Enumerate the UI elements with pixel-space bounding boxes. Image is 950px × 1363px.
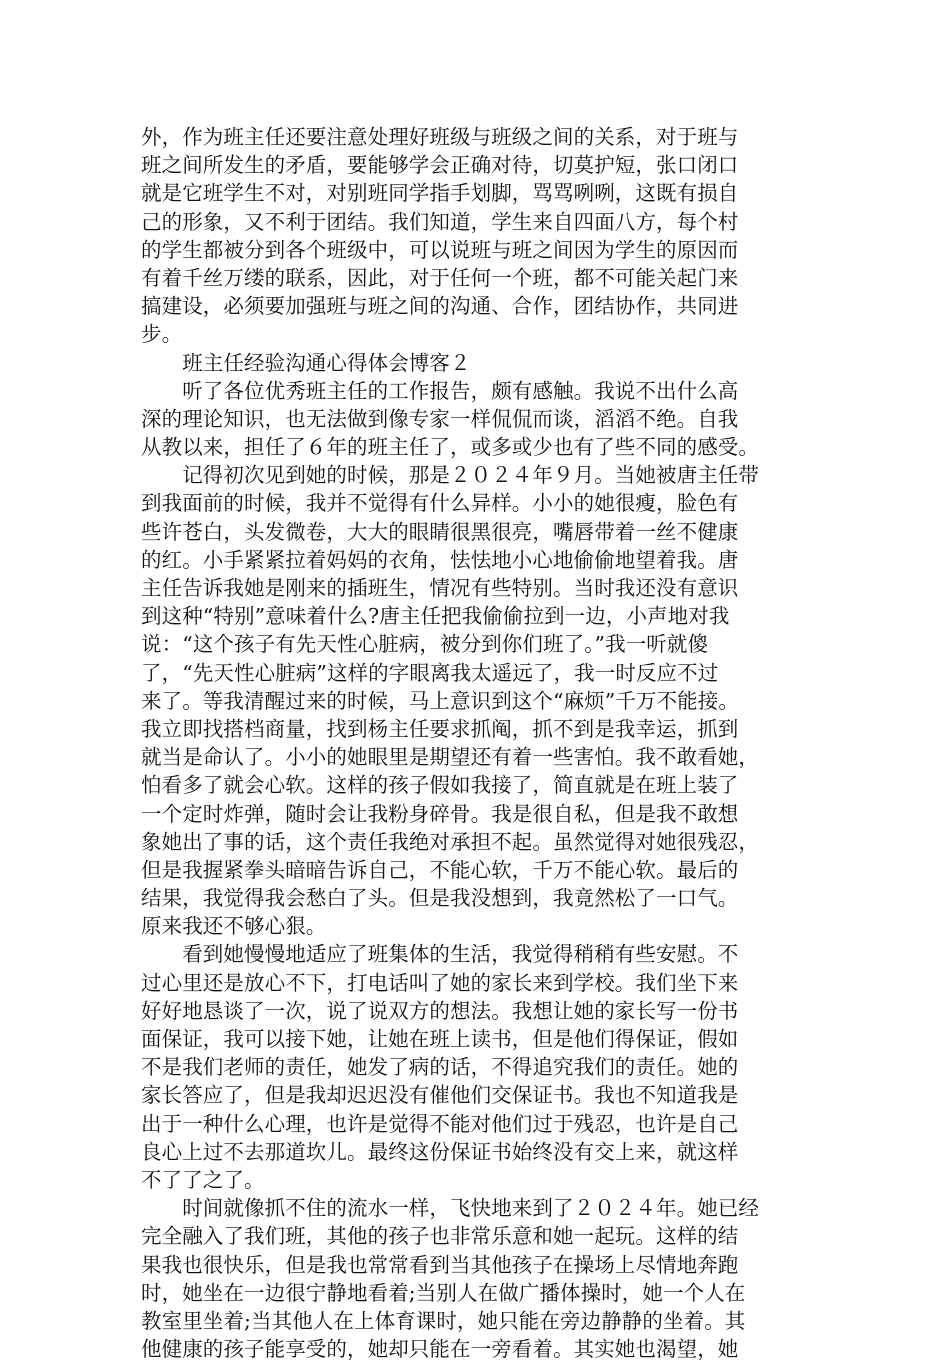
text-line: 的学生都被分到各个班级中，可以说班与班之间因为学生的原因而 (141, 237, 739, 262)
document-body (141, 123, 821, 1363)
text-line: 主任告诉我她是刚来的插班生，情况有些特别。当时我还没有意识 (141, 576, 739, 600)
text-line: 来了。等我清醒过来的时候，马上意识到这个“麻烦”千万不能接。 (141, 688, 739, 713)
text-line: 己的形象，又不利于团结。我们知道，学生来自四面八方，每个村 (141, 209, 739, 234)
text-line: 的红。小手紧紧拉着妈妈的衣角，怯怯地小心地偷偷地望着我。唐 (141, 547, 739, 572)
text-line: 不了了之了。 (141, 1167, 265, 1192)
text-line: 有着千丝万缕的联系，因此，对于任何一个班，都不可能关起门来 (141, 265, 739, 290)
text-line: 说：“这个孩子有先天性心脏病，被分到你们班了。”我一听就傻 (141, 632, 709, 657)
text-line: 就是它班学生不对，对别班同学指手划脚，骂骂咧咧，这既有损自 (141, 181, 739, 206)
text-line: 出于一种什么心理，也许是觉得不能对他们过于残忍，也许是自己 (141, 1111, 739, 1136)
text-line: 外，作为班主任还要注意处理好班级与班级之间的关系，对于班与 (141, 125, 739, 149)
text-line: 班主任经验沟通心得体会博客２ (141, 350, 471, 375)
text-line: 深的理论知识，也无法做到像专家一样侃侃而谈，滔滔不绝。自我 (141, 406, 739, 431)
text-line: 完全融入了我们班，其他的孩子也非常乐意和她一起玩。这样的结 (141, 1224, 739, 1249)
text-line: 不是我们老师的责任，她发了病的话，不得追究我们的责任。她的 (141, 1055, 739, 1080)
text-line: 怕看多了就会心软。这样的孩子假如我接了，简直就是在班上装了 (141, 773, 739, 798)
text-line: 到这种“特别”意味着什么?唐主任把我偷偷拉到一边，小声地对我 (141, 604, 730, 629)
text-line: 听了各位优秀班主任的工作报告，颇有感触。我说不出什么高 (141, 378, 739, 403)
text-line: 从教以来，担任了６年的班主任了，或多或少也有了些不同的感受。 (141, 435, 759, 460)
text-line: 就当是命认了。小小的她眼里是期望还有着一些害怕。我不敢看她， (141, 745, 759, 770)
text-line: 时间就像抓不住的流水一样，飞快地来到了２０２４年。她已经 (141, 1196, 759, 1221)
text-line: 时，她坐在一边很宁静地看着;当别人在做广播体操时，她一个人在 (141, 1280, 746, 1305)
text-line: 象她出了事的话，这个责任我绝对承担不起。虽然觉得对她很残忍， (141, 829, 759, 854)
text-line: 我立即找搭档商量，找到杨主任要求抓阄，抓不到是我幸运，抓到 (141, 716, 739, 741)
text-line: 果我也很快乐，但是我也常常看到当其他孩子在操场上尽情地奔跑 (141, 1252, 739, 1277)
text-line: 过心里还是放心不下，打电话叫了她的家长来到学校。我们坐下来 (141, 970, 739, 995)
text-line: 班之间所发生的矛盾，要能够学会正确对待，切莫护短，张口闭口 (141, 153, 739, 178)
text-line: 到我面前的时候，我并不觉得有什么异样。小小的她很瘦，脸色有 (141, 491, 739, 516)
text-line: 结果，我觉得我会愁白了头。但是我没想到，我竟然松了一口气。 (141, 886, 739, 911)
text-line: 原来我还不够心狠。 (141, 914, 327, 939)
text-line: 一个定时炸弹，随时会让我粉身碎骨。我是很自私，但是我不敢想 (141, 801, 739, 826)
text-line: 搞建设，必须要加强班与班之间的沟通、合作，团结协作，共同进 (141, 294, 739, 319)
text-line: 他健康的孩子能享受的，她却只能在一旁看着。其实她也渴望，她 (141, 1337, 739, 1362)
text-line: 但是我握紧拳头暗暗告诉自己，不能心软，千万不能心软。最后的 (141, 857, 739, 882)
text-line: 了，“先天性心脏病”这样的字眼离我太遥远了，我一时反应不过 (141, 660, 719, 685)
text-line: 面保证，我可以接下她，让她在班上读书，但是他们得保证，假如 (141, 1027, 739, 1051)
text-line: 记得初次见到她的时候，那是２０２４年９月。当她被唐主任带 (141, 463, 759, 488)
text-line: 家长答应了，但是我却迟迟没有催他们交保证书。我也不知道我是 (141, 1083, 739, 1108)
text-line: 些许苍白，头发微卷，大大的眼睛很黑很亮，嘴唇带着一丝不健康 (141, 519, 739, 544)
text-line: 好好地恳谈了一次，说了说双方的想法。我想让她的家长写一份书 (141, 998, 739, 1023)
text-line: 良心上过不去那道坎儿。最终这份保证书始终没有交上来，就这样 (141, 1139, 739, 1164)
text-line: 步。 (141, 322, 183, 347)
text-line: 教室里坐着;当其他人在上体育课时，她只能在旁边静静的坐着。其 (141, 1308, 746, 1333)
text-line: 看到她慢慢地适应了班集体的生活，我觉得稍稍有些安慰。不 (141, 942, 739, 967)
